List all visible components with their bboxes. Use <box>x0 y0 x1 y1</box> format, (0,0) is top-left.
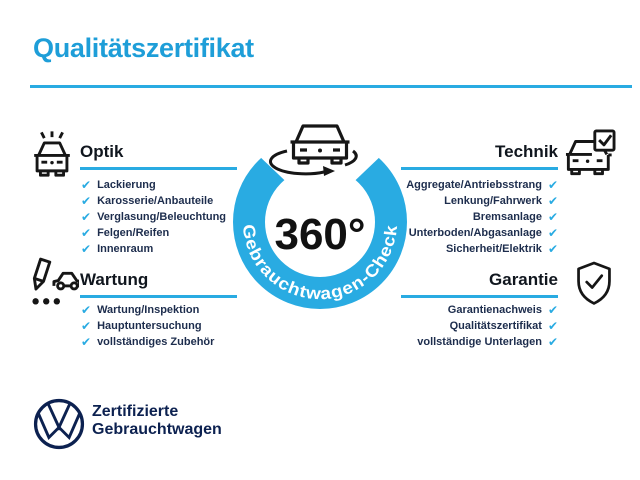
service-checklist-icon <box>25 256 79 310</box>
check-item: Sicherheit/Elektrik ✔ <box>445 242 558 256</box>
check-icon: ✔ <box>547 242 558 256</box>
check-icon: ✔ <box>81 242 92 256</box>
section-title-optik: Optik <box>80 142 237 170</box>
check-item: ✔ Hauptuntersuchung <box>81 319 202 333</box>
check-icon: ✔ <box>81 335 92 349</box>
check-icon: ✔ <box>81 178 92 192</box>
optik-items <box>81 177 226 257</box>
footer-brand-label: Zertifizierte Gebrauchtwagen <box>92 403 222 438</box>
check-item: Lenkung/Fahrwerk ✔ <box>444 194 558 208</box>
car-checkbox-icon <box>562 129 618 179</box>
check-icon: ✔ <box>547 210 558 224</box>
check-item: vollständige Unterlagen ✔ <box>417 335 558 349</box>
section-title-garantie: Garantie <box>401 270 558 298</box>
car-shine-icon <box>26 130 78 179</box>
check-icon: ✔ <box>547 178 558 192</box>
check-icon: ✔ <box>81 303 92 317</box>
section-title-wartung: Wartung <box>80 270 237 298</box>
check-icon: ✔ <box>81 226 92 240</box>
check-icon: ✔ <box>81 210 92 224</box>
check-icon: ✔ <box>547 335 558 349</box>
check-item: ✔ Felgen/Reifen <box>81 226 170 240</box>
check-icon: ✔ <box>547 319 558 333</box>
check-item: Unterboden/Abgasanlage ✔ <box>408 226 558 240</box>
vw-logo <box>32 397 86 451</box>
check-icon: ✔ <box>81 194 92 208</box>
title-divider <box>30 85 632 88</box>
degree-label: 360° <box>274 210 366 259</box>
section-title-technik: Technik <box>401 142 558 170</box>
check-icon: ✔ <box>547 226 558 240</box>
check-icon: ✔ <box>81 319 92 333</box>
check-item: ✔ Lackierung <box>81 178 156 192</box>
check-item: ✔ Wartung/Inspektion <box>81 303 200 317</box>
ring-label: Gebrauchtwagen-Check <box>238 223 401 304</box>
check-item: Aggregate/Antriebsstrang ✔ <box>406 178 558 192</box>
shield-check-icon <box>574 260 614 306</box>
check-item: Qualitätszertifikat ✔ <box>449 319 558 333</box>
check-item: ✔ Innenraum <box>81 242 154 256</box>
check-icon: ✔ <box>547 194 558 208</box>
wartung-items <box>81 302 214 350</box>
ring-badge <box>208 112 432 336</box>
check-item: Bremsanlage ✔ <box>472 210 558 224</box>
check-item: ✔ Verglasung/Beleuchtung <box>81 210 227 224</box>
check-icon: ✔ <box>547 303 558 317</box>
check-item: ✔ vollständiges Zubehör <box>81 335 215 349</box>
page-title: Qualitätszertifikat <box>33 33 254 63</box>
check-item: ✔ Karosserie/Anbauteile <box>81 194 214 208</box>
check-item: Garantienachweis ✔ <box>447 303 558 317</box>
